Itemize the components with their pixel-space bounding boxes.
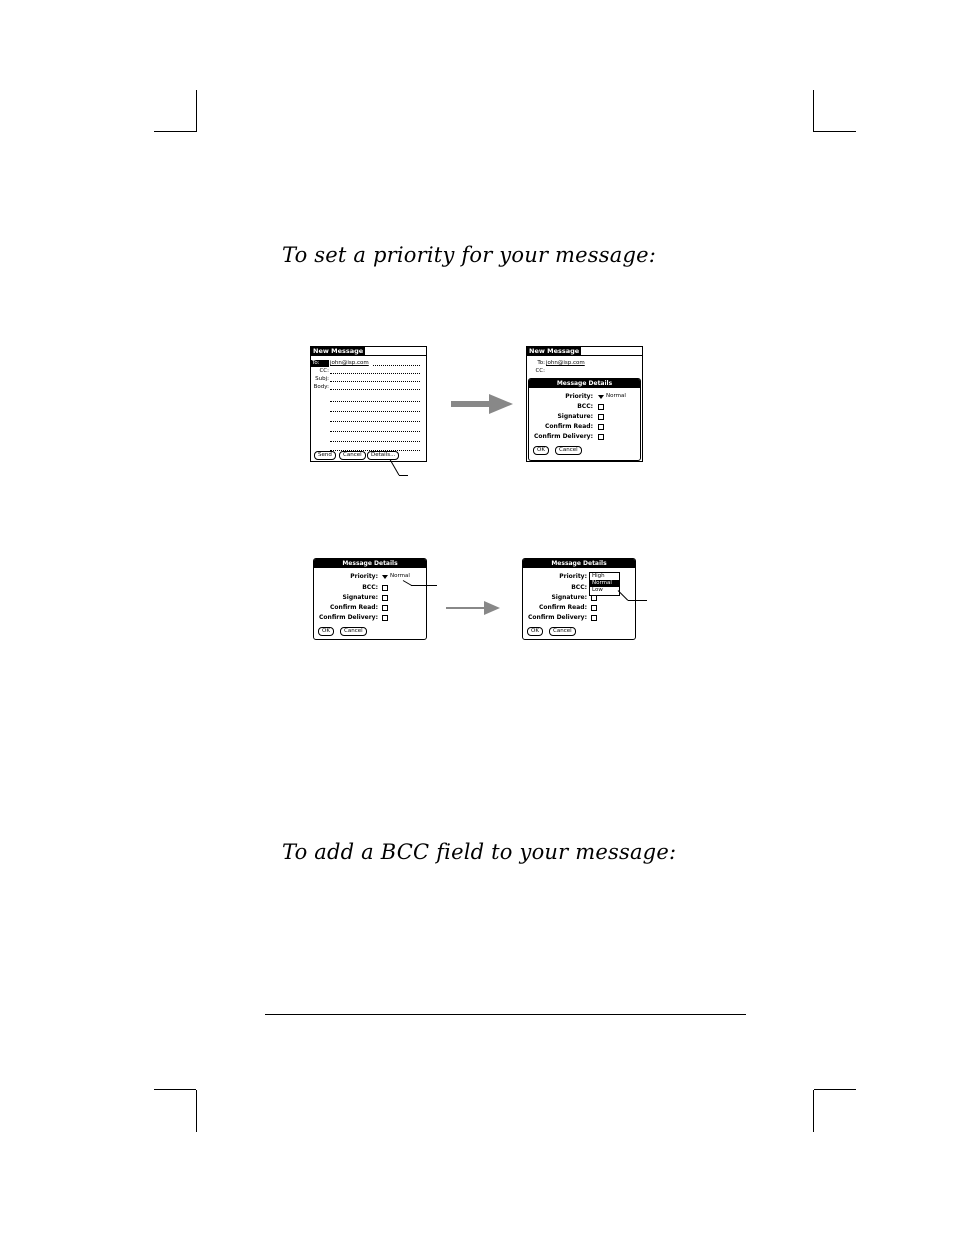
confirm-read-checkbox[interactable] [591, 605, 597, 611]
crop-mark-top-right-h [814, 131, 856, 132]
bcc-checkbox[interactable] [598, 404, 604, 410]
priority-label: Priority: [565, 393, 593, 400]
crop-mark-bottom-right-v [813, 1090, 814, 1132]
confirm-read-label: Confirm Read: [545, 423, 593, 430]
priority-option-low[interactable]: Low [592, 587, 603, 593]
details-button[interactable]: Details... [367, 451, 399, 460]
footer-rule [265, 1014, 746, 1015]
confirm-delivery-row [529, 433, 640, 442]
confirm-delivery-checkbox[interactable] [382, 615, 388, 621]
body-line [311, 396, 426, 403]
priority-callout-line [411, 585, 437, 586]
cancel-button[interactable]: Cancel [340, 627, 367, 636]
dialog-title: Message Details [314, 559, 426, 568]
bcc-heading: To add a BCC field to your message: [282, 840, 677, 864]
signature-row [314, 594, 426, 603]
body-line [311, 426, 426, 433]
crop-mark-bottom-left-v [196, 1090, 197, 1132]
cancel-button[interactable]: Cancel [339, 451, 366, 460]
to-label: To: [311, 360, 329, 367]
dialog-title: Message Details [523, 559, 635, 568]
ok-button[interactable]: OK [533, 446, 549, 455]
crop-mark-bottom-left-h [154, 1089, 196, 1090]
bcc-label: BCC: [362, 584, 378, 591]
confirm-read-label: Confirm Read: [330, 604, 378, 611]
cancel-button[interactable]: Cancel [555, 446, 582, 455]
priority-row [529, 393, 640, 402]
priority-option-normal[interactable]: Normal [590, 580, 619, 587]
to-value: john@isp.com [546, 360, 585, 366]
new-message-screen [310, 346, 427, 462]
chevron-down-icon[interactable] [382, 575, 388, 579]
body-label: Body: [313, 384, 329, 390]
cc-label: CC: [319, 368, 329, 374]
screen-title: New Message [313, 347, 364, 355]
dialog-title: Message Details [529, 379, 640, 388]
ok-button[interactable]: OK [318, 627, 334, 636]
confirm-delivery-label: Confirm Delivery: [319, 614, 378, 621]
chevron-down-icon[interactable] [598, 395, 604, 399]
to-row[interactable] [311, 360, 426, 367]
priority-heading: To set a priority for your message: [282, 243, 657, 267]
priority-value[interactable]: Normal [606, 393, 626, 399]
bcc-checkbox[interactable] [382, 585, 388, 591]
confirm-read-checkbox[interactable] [382, 605, 388, 611]
body-line [311, 406, 426, 413]
priority-label: Priority: [559, 573, 587, 580]
body-row[interactable] [311, 384, 426, 391]
bcc-label: BCC: [571, 584, 587, 591]
body-line [311, 436, 426, 443]
message-details-dialog-normal [313, 558, 427, 640]
confirm-read-row [314, 604, 426, 613]
details-callout-line [399, 475, 408, 476]
crop-mark-top-left-v [196, 90, 197, 132]
ok-button[interactable]: OK [527, 627, 543, 636]
signature-label: Signature: [342, 594, 378, 601]
message-details-dialog [528, 378, 641, 461]
subj-row[interactable] [311, 376, 426, 383]
confirm-delivery-checkbox[interactable] [598, 434, 604, 440]
priority-popup-list[interactable] [589, 572, 620, 596]
confirm-delivery-row [314, 614, 426, 623]
cc-row[interactable] [527, 368, 642, 375]
signature-row [529, 413, 640, 422]
popup-callout-line [628, 600, 647, 601]
send-button[interactable]: Send [314, 451, 336, 460]
priority-value[interactable]: Normal [390, 573, 410, 579]
cc-row[interactable] [311, 368, 426, 375]
signature-label: Signature: [557, 413, 593, 420]
priority-label: Priority: [350, 573, 378, 580]
bcc-row [314, 584, 426, 593]
new-message-details-screen [526, 346, 643, 462]
signature-checkbox[interactable] [598, 414, 604, 420]
cc-label: CC: [535, 368, 545, 374]
crop-mark-top-right-v [813, 90, 814, 132]
right-arrow-icon [451, 394, 513, 414]
priority-option-high[interactable]: High [592, 573, 605, 579]
to-value: john@isp.com [330, 360, 369, 366]
to-row[interactable] [527, 360, 642, 367]
cancel-button[interactable]: Cancel [549, 627, 576, 636]
confirm-delivery-label: Confirm Delivery: [534, 433, 593, 440]
to-label: To: [537, 360, 545, 366]
confirm-delivery-checkbox[interactable] [591, 615, 597, 621]
crop-mark-top-left-h [154, 131, 196, 132]
confirm-read-row [523, 604, 635, 613]
message-details-dialog-popup [522, 558, 636, 640]
confirm-read-row [529, 423, 640, 432]
crop-mark-bottom-right-h [814, 1089, 856, 1090]
bcc-label: BCC: [577, 403, 593, 410]
signature-checkbox[interactable] [382, 595, 388, 601]
confirm-read-checkbox[interactable] [598, 424, 604, 430]
bcc-row [529, 403, 640, 412]
priority-row [314, 573, 426, 582]
right-arrow-icon [446, 601, 500, 615]
body-line [311, 416, 426, 423]
confirm-delivery-label: Confirm Delivery: [528, 614, 587, 621]
confirm-delivery-row [523, 614, 635, 623]
signature-label: Signature: [551, 594, 587, 601]
confirm-read-label: Confirm Read: [539, 604, 587, 611]
screen-title: New Message [529, 347, 580, 355]
subj-label: Subj: [315, 376, 329, 382]
